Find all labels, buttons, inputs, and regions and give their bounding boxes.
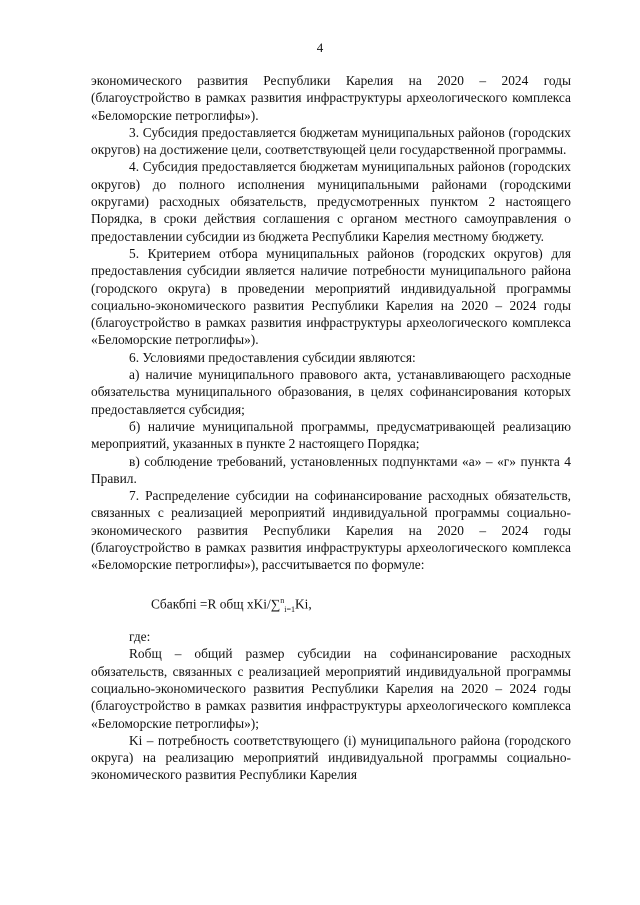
page-number: 4: [316, 40, 324, 55]
where-label: где:: [129, 629, 151, 645]
paragraph-subitem-b: б) наличие муниципальной программы, предусматривающей реализацию мероприятий, указанных в пункте 2 настоящего Порядка;: [91, 418, 571, 452]
formula-sum-upper: n: [280, 595, 285, 605]
paragraph-subitem-v: в) соблюдение требований, установленных подпунктами «а» – «г» пункта 4 Правил.: [91, 453, 571, 486]
paragraph-subitem-a: а) наличие муниципального правового акта, устанавливающего расходные обязательства муниципального образования, в целях софинансирования которых предоставляется субсидия;: [91, 367, 571, 417]
paragraph-item-7: 7. Распределение субсидии на софинансирование расходных обязательств, связанных с реализацией мероприятий индивидуальной программы социально-экономического развития Республики Карелия на 2020 – 2024 годы (благоустройство в рамках развития инфраструктуры археологического комплекса «Беломорские петроглифы»), рассчитывается по формуле:: [91, 488, 571, 573]
document-body: [91, 72, 571, 784]
definition-ki: Ki – потребность соответствующего (i) муниципального района (городского округа) на реализацию мероприятий индивидуальной программы социально-экономического развития Республики Карелия: [91, 732, 571, 783]
paragraph-continuation: экономического развития Республики Карелия на 2020 – 2024 годы (благоустройство в рамках развития инфраструктуры археологического комплекса «Беломорские петроглифы»).: [91, 73, 571, 123]
paragraph-item-4: 4. Субсидия предоставляется бюджетам муниципальных районов (городских округов) до полного исполнения муниципальными районами (городскими округами) расходных обязательств, предусмотренных пунктом 2 настоящего Порядка, в сроки действия соглашения с органом местного самоуправления о предоставлении субсидии из бюджета Республики Карелия местному бюджету.: [91, 159, 571, 244]
formula-sum-symbol: ∑: [270, 596, 281, 612]
formula-tail: Ki,: [295, 596, 312, 612]
paragraph-item-5: 5. Критерием отбора муниципальных районов (городских округов) для предоставления субсидии является наличие потребности муниципального района (городского округа) в проведении мероприятий индивидуальной программы социально-экономического развития Республики Карелия на 2020 – 2024 годы (благоустройство в рамках развития инфраструктуры археологического комплекса «Беломорские петроглифы»).: [91, 245, 571, 348]
definition-r-total: Rобщ – общий размер субсидии на софинансирование расходных обязательств, связанных с реализацией мероприятий индивидуальной программы социально-экономического развития Республики Карелия на 2020 – 2024 годы (благоустройство в рамках развития инфраструктуры археологического комплекса «Беломорские петроглифы»);: [91, 646, 571, 731]
formula-sum-lower: i=1: [284, 604, 295, 614]
distribution-formula: [91, 592, 571, 618]
paragraph-item-3: 3. Субсидия предоставляется бюджетам муниципальных районов (городских округов) на достижение цели, соответствующей цели государственной программы.: [91, 124, 571, 158]
formula-main: Cбакбпi =R общ xKi/: [151, 596, 271, 612]
paragraph-item-6: 6. Условиями предоставления субсидии являются:: [129, 349, 416, 365]
